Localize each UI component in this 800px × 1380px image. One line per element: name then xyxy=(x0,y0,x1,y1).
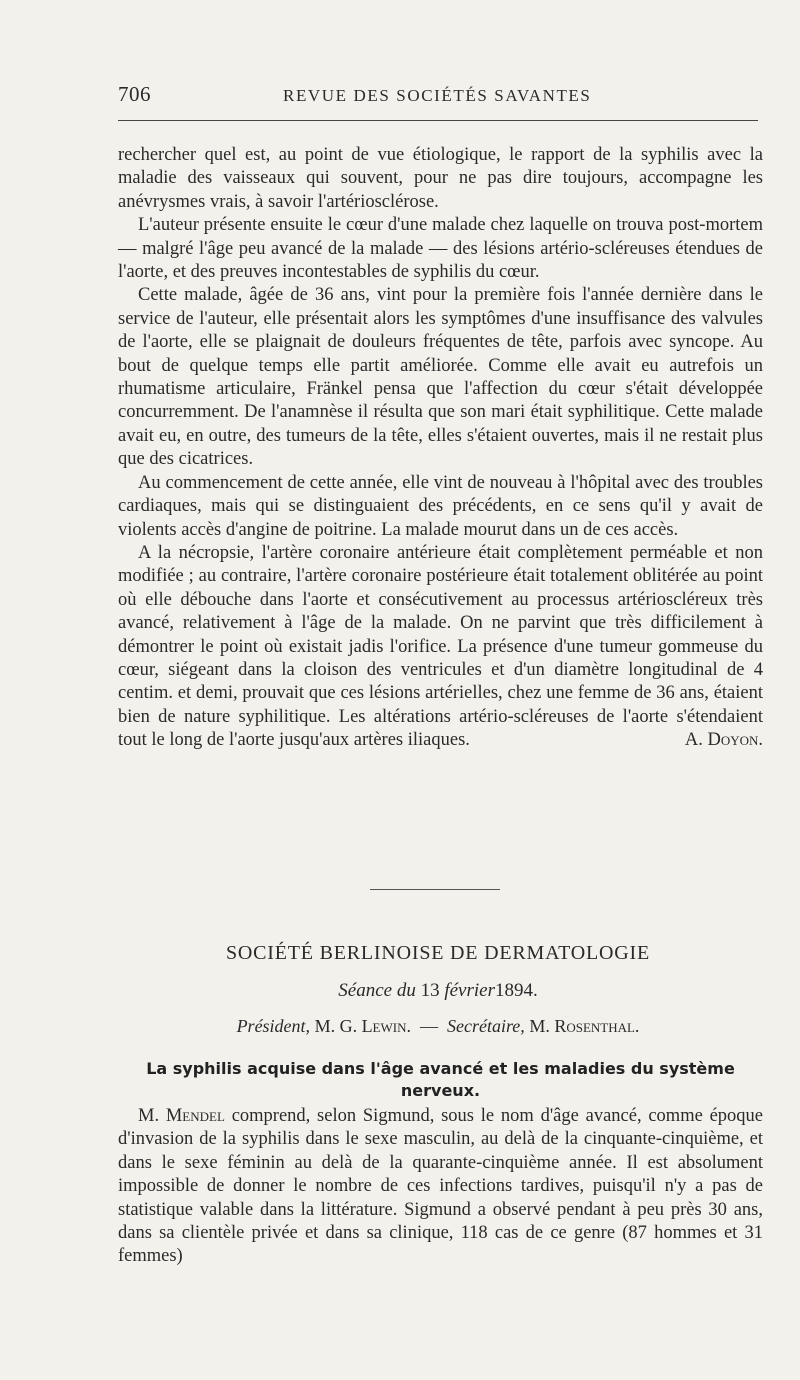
society-title: SOCIÉTÉ BERLINOISE DE DERMATOLOGIE xyxy=(225,942,651,964)
signature: A. Doyon. xyxy=(684,730,763,751)
session-month: février xyxy=(444,980,495,1001)
session-year: 1894. xyxy=(494,980,538,1001)
officers-separator: — xyxy=(420,1016,438,1036)
page-number: 706 xyxy=(118,82,151,106)
section-divider xyxy=(370,889,500,890)
session-day: 13 xyxy=(420,980,440,1001)
header-rule xyxy=(118,120,758,121)
secretary-label: Secrétaire, xyxy=(447,1016,525,1036)
paragraph: rechercher quel est, au point de vue étiologique, le rapport de la syphilis avec la maladie des vaisseaux qui souvent, pour ne pas dire toujours, accompagne les anévrysmes vrais, à savoir l'artériosclérose. xyxy=(118,145,763,212)
running-title: REVUE DES SOCIÉTÉS SAVANTES xyxy=(283,86,592,105)
page-header xyxy=(118,82,758,112)
officers-line xyxy=(118,1016,758,1037)
paragraph: Au commencement de cette année, elle vint de nouveau à l'hôpital avec des troubles cardiaques, mais qui se distinguaient des précédents, en ce sens qu'il y avait de violents accès d'angine de poitrine. La malade mourut dans un de ces accès. xyxy=(118,472,763,540)
article-body-doyon xyxy=(118,144,763,753)
session-date xyxy=(118,980,758,1002)
speaker-name: M. Mendel xyxy=(138,1106,225,1126)
session-prefix: Séance du xyxy=(338,980,416,1001)
article-body-mendel xyxy=(118,1105,763,1269)
paragraph-text: A la nécropsie, l'artère coronaire antérieure était complètement perméable et non modifiée ; au contraire, l'artère coronaire postérieure était totalement oblitérée au point où elle débouche dans l'aorte et consécutivement au processus artérioscléreux très avancé, relativement à l'âge de la malade. On ne parvint que très difficilement à démontrer le point où existait jadis l'orifice. La présence d'une tumeur gommeuse du cœur, siégeant dans la cloison des ventricules et d'un diamètre longitudinal de 4 centim. et demi, prouvait que ces lésions artérielles, chez une femme de 36 ans, étaient bien de nature syphilitique. Les altérations artério-scléreuses de l'aorte s'étendaient tout le long de l'aorte jusqu'aux artères iliaques. xyxy=(118,542,763,751)
secretary-name: M. Rosenthal. xyxy=(529,1016,640,1036)
paragraph-with-signature xyxy=(118,542,763,753)
paragraph: L'auteur présente ensuite le cœur d'une malade chez laquelle on trouva post-mortem — malgré l'âge peu avancé de la malade — des lésions artério-scléreuses étendues de l'aorte, et des preuves incontestables de syphilis du cœur. xyxy=(118,215,763,283)
paragraph-text: comprend, selon Sigmund, sous le nom d'âge avancé, comme époque d'invasion de la syphilis dans le sexe masculin, au delà de la cinquante-cinquième, et dans le sexe féminin au delà de la quarante-cinquième année. Il est absolument impossible de donner le nombre de ces infections tardives, puisqu'il n'y a pas de statistique valable dans la littérature. Sigmund a observé pendant à peu près 30 ans, dans sa clientèle privée et dans sa clinique, 118 cas de ce genre (87 hommes et 31 femmes) xyxy=(118,1106,763,1267)
paragraph xyxy=(118,1105,763,1269)
president-name: M. G. Lewin. xyxy=(314,1016,411,1036)
president-label: Président, xyxy=(236,1016,311,1036)
article-title: La syphilis acquise dans l'âge avancé et les maladies du système nerveux. xyxy=(146,1059,735,1100)
paragraph: Cette malade, âgée de 36 ans, vint pour la première fois l'année dernière dans le service de l'auteur, elle présentait alors les symptômes d'une insuffisance des valvules de l'aorte, elle se plaignait de douleurs fréquentes de tête, parfois avec syncope. Au bout de quelque temps elle partit améliorée. Comme elle avait eu autrefois un rhumatisme articulaire, Fränkel pensa que l'affection du cœur s'était développée concurremment. De l'anamnèse il résulta que son mari était syphilitique. Cette malade avait eu, en outre, des tumeurs de la tête, elles s'étaient ouvertes, mais il ne restait plus que des cicatrices. xyxy=(118,285,763,470)
